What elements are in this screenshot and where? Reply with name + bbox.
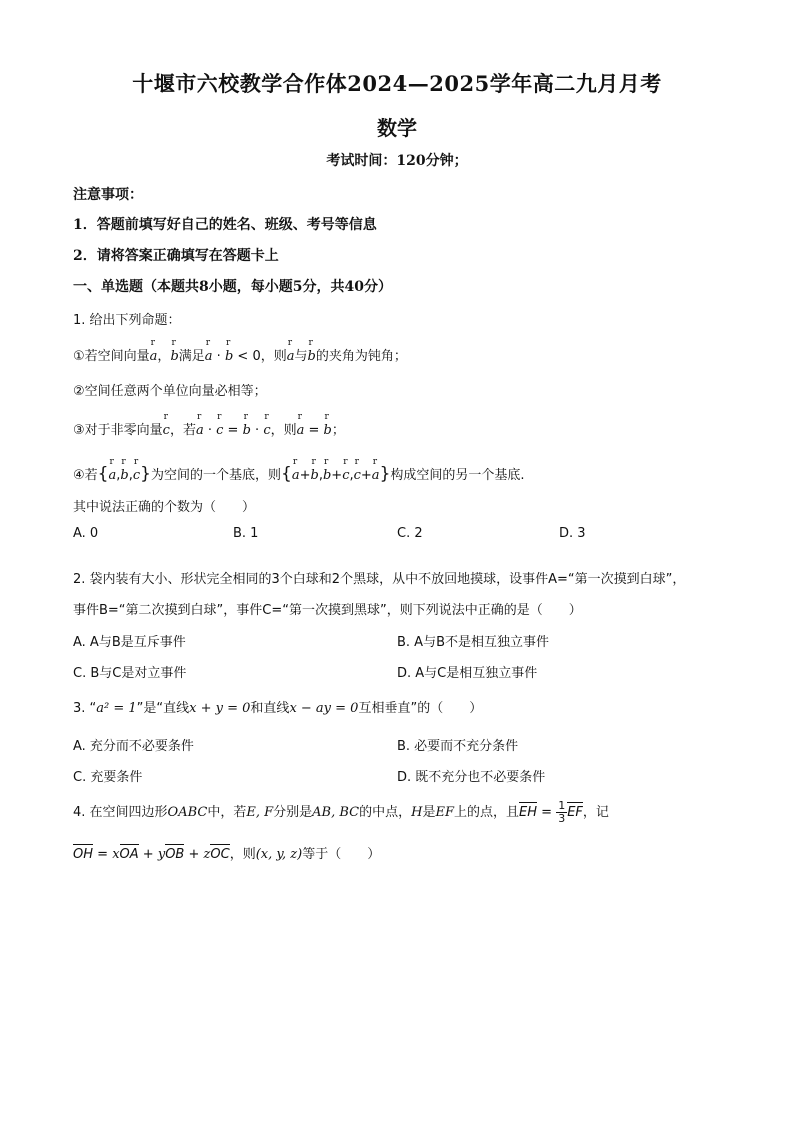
q1-option-a: A. 0 xyxy=(73,526,99,541)
q2-option-c: C. B与C是对立事件 xyxy=(73,666,187,681)
q4-fraction: $\frac{1}{3}$ xyxy=(558,799,566,825)
q1-option-b: B. 1 xyxy=(233,526,259,541)
exam-title: 十堰市六校教学合作体2024—2025学年高二九月月考 xyxy=(132,71,662,96)
q3-option-d: D. 既不充分也不必要条件 xyxy=(397,770,546,785)
q2-option-d: D. A与C是相互独立事件 xyxy=(397,666,538,681)
q2-option-b: B. A与B不是相互独立事件 xyxy=(397,635,549,650)
q1-proposition-1: ①若空间向量r a，r b满足r a · r b < 0，则r a与r b的夹角为钝角； xyxy=(73,345,407,364)
q2-line-1: 2. 袋内装有大小、形状完全相同的3个白球和2个黑球，从中不放回地摸球，设事件A=“第一次摸到白球”， xyxy=(73,572,686,587)
q1-proposition-4: ④若{r a,r b,r c}为空间的一个基底，则{r a+r b,r b+r c,r c+r a}构成空间的另一个基底. xyxy=(73,464,525,484)
q1-stem: 1. 给出下列命题： xyxy=(73,313,181,328)
q3-option-c: C. 充要条件 xyxy=(73,770,143,785)
exam-time: 考试时间：120分钟； xyxy=(326,153,468,169)
q1-proposition-3: ③对于非零向量r c，若r a · r c = r b · r c，则r a = r b； xyxy=(73,419,345,438)
notes-heading: 注意事项： xyxy=(73,187,143,203)
q1-option-c: C. 2 xyxy=(397,526,423,541)
note-item-2: 2．请将答案正确填写在答题卡上 xyxy=(73,248,279,264)
section-title: 一、单选题（本题共8小题，每小题5分，共40分） xyxy=(73,279,392,295)
note-item-1: 1．答题前填写好自己的姓名、班级、考号等信息 xyxy=(73,217,377,233)
q2-line-2: 事件B=“第二次摸到白球”，事件C=“第一次摸到黑球”，则下列说法中正确的是（ ） xyxy=(73,603,582,618)
q4-line-1: 4. 在空间四边形OABC中，若E, F分别是AB, BC的中点，H是EF上的点，且EH = $\frac{1}{3}$ EF，记 xyxy=(73,799,609,825)
q1-ask: 其中说法正确的个数为（ ） xyxy=(73,500,256,515)
q1-option-d: D. 3 xyxy=(559,526,586,541)
q4-line-2: OH = xOA + yOB + zOC，则(x, y, z)等于（ ） xyxy=(73,847,381,862)
subject-title: 数学 xyxy=(377,116,417,140)
q3-option-b: B. 必要而不充分条件 xyxy=(397,739,519,754)
q3-option-a: A. 充分而不必要条件 xyxy=(73,739,194,754)
q3-stem: 3. “a² = 1”是“直线x + y = 0和直线x − ay = 0互相垂直”的（ ） xyxy=(73,701,483,716)
q1-proposition-2: ②空间任意两个单位向量必相等； xyxy=(73,384,267,399)
q2-option-a: A. A与B是互斥事件 xyxy=(73,635,186,650)
